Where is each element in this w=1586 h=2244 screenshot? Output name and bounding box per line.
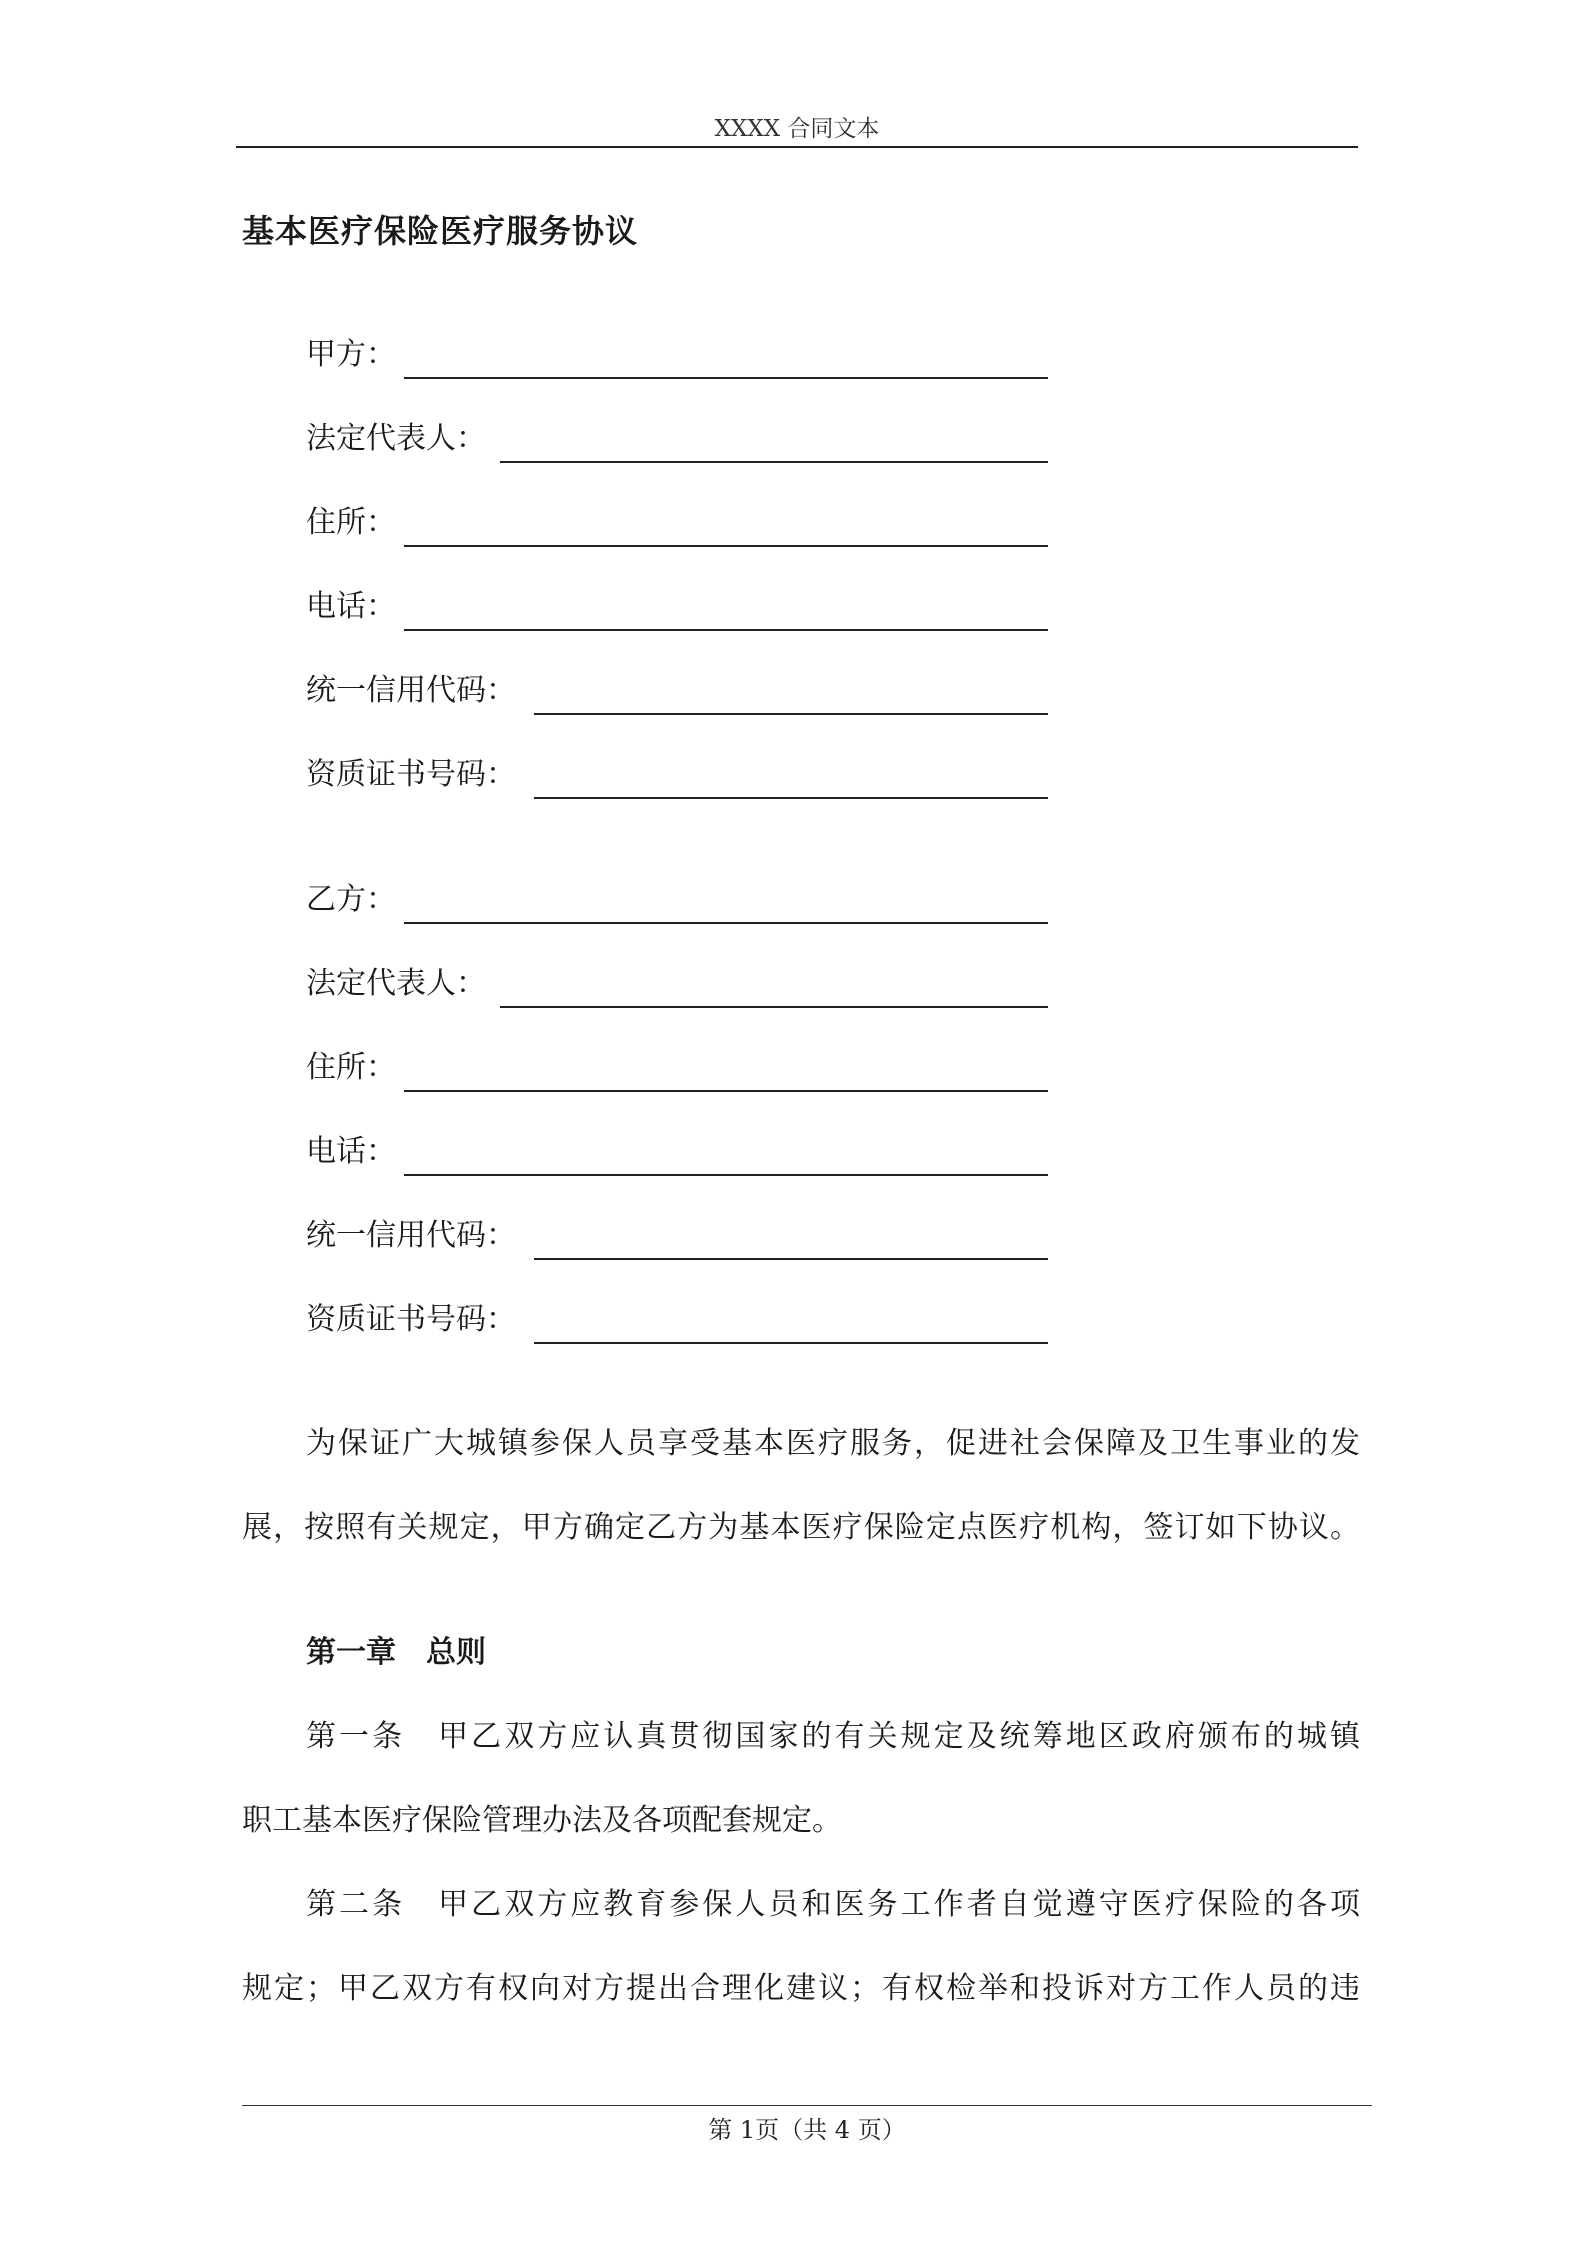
- intro-paragraph-line-1: 为保证广大城镇参保人员享受基本医疗服务，促进社会保障及卫生事业的发: [306, 1426, 1360, 1461]
- field-label: 住所：: [306, 1050, 396, 1085]
- fill-in-line[interactable]: [534, 713, 1048, 715]
- fill-in-line[interactable]: [534, 1342, 1048, 1344]
- chapter-heading: 第一章 总则: [306, 1635, 486, 1670]
- header-divider: [236, 146, 1358, 148]
- field-label: 统一信用代码：: [306, 1218, 516, 1253]
- article-1-line-1: 第一条 甲乙双方应认真贯彻国家的有关规定及统筹地区政府颁布的城镇: [306, 1719, 1360, 1754]
- fill-in-line[interactable]: [404, 1090, 1048, 1092]
- field-label: 法定代表人：: [306, 421, 486, 456]
- field-label: 电话：: [306, 589, 396, 624]
- field-label: 乙方：: [306, 882, 396, 917]
- fill-in-line[interactable]: [404, 1174, 1048, 1176]
- field-label: 法定代表人：: [306, 966, 486, 1001]
- intro-paragraph-line-2: 展，按照有关规定，甲方确定乙方为基本医疗保险定点医疗机构，签订如下协议。: [242, 1510, 1360, 1545]
- fill-in-line[interactable]: [404, 629, 1048, 631]
- field-label: 统一信用代码：: [306, 673, 516, 708]
- field-label: 住所：: [306, 505, 396, 540]
- fill-in-line[interactable]: [404, 545, 1048, 547]
- field-label: 资质证书号码：: [306, 1302, 516, 1337]
- page-number: 第 1页（共 4 页）: [708, 2116, 906, 2144]
- fill-in-line[interactable]: [534, 797, 1048, 799]
- fill-in-line[interactable]: [500, 461, 1048, 463]
- fill-in-line[interactable]: [500, 1006, 1048, 1008]
- field-label: 资质证书号码：: [306, 757, 516, 792]
- footer-divider: [242, 2105, 1372, 2106]
- fill-in-line[interactable]: [404, 377, 1048, 379]
- fill-in-line[interactable]: [534, 1258, 1048, 1260]
- fill-in-line[interactable]: [404, 922, 1048, 924]
- article-2-line-2: 规定；甲乙双方有权向对方提出合理化建议；有权检举和投诉对方工作人员的违: [242, 1971, 1360, 2006]
- article-1-line-2: 职工基本医疗保险管理办法及各项配套规定。: [242, 1803, 842, 1838]
- field-label: 甲方：: [306, 337, 396, 372]
- field-label: 电话：: [306, 1134, 396, 1169]
- document-title: 基本医疗保险医疗服务协议: [242, 212, 639, 250]
- page-header: XXXX 合同文本: [714, 116, 880, 142]
- article-2-line-1: 第二条 甲乙双方应教育参保人员和医务工作者自觉遵守医疗保险的各项: [306, 1887, 1360, 1922]
